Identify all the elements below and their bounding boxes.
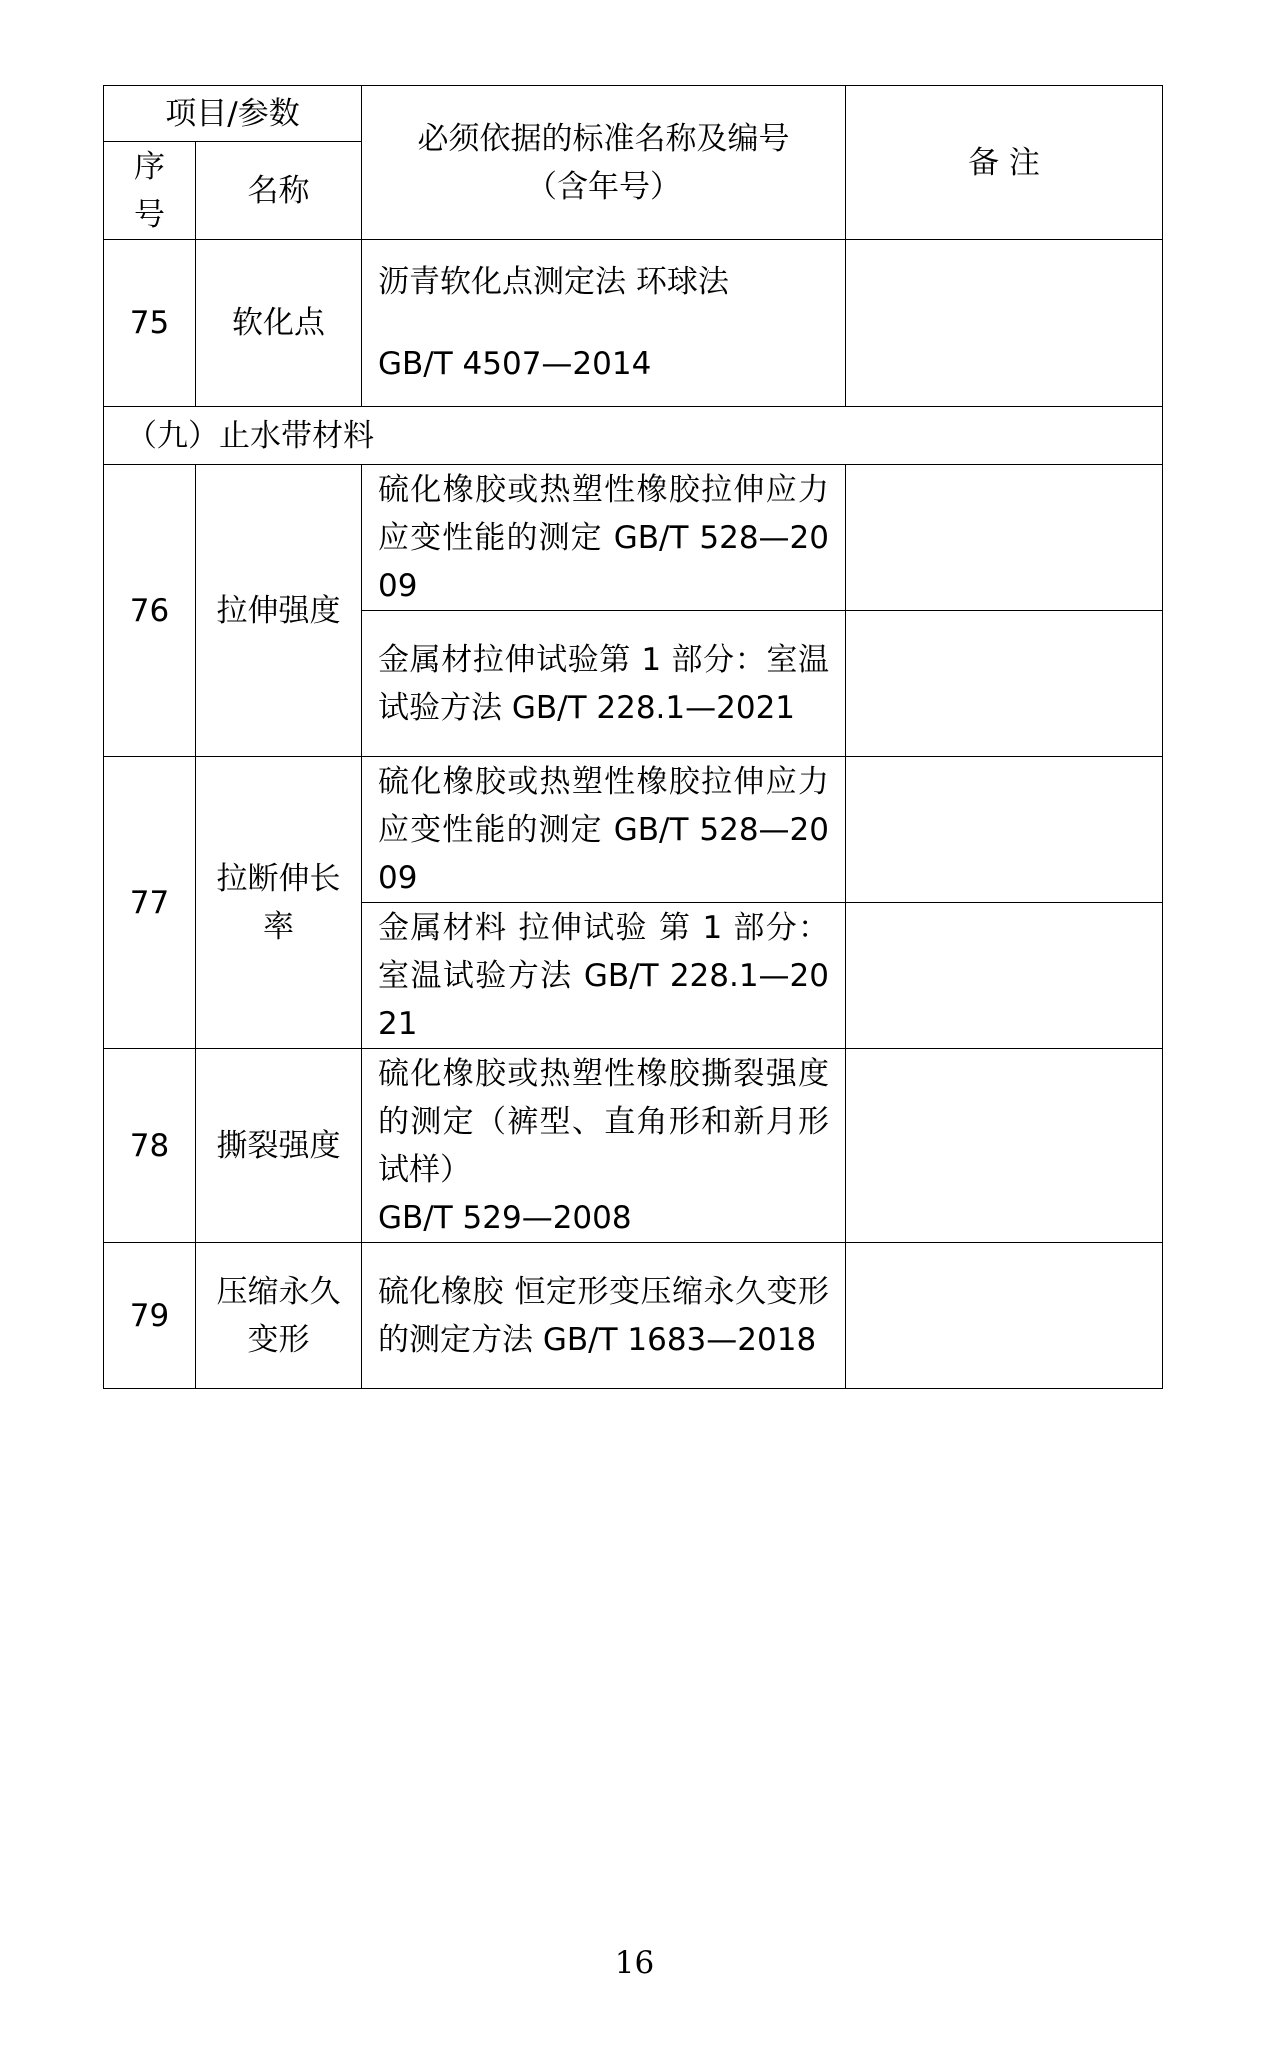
row-name: 拉断伸长率 bbox=[196, 757, 362, 1049]
header-item-param: 项目/参数 bbox=[104, 86, 362, 142]
row-remark bbox=[846, 465, 1163, 611]
row-remark bbox=[846, 903, 1163, 1049]
row-seq: 77 bbox=[104, 757, 196, 1049]
row-remark bbox=[846, 240, 1163, 407]
row-standard: 硫化橡胶或热塑性橡胶拉伸应力应变性能的测定 GB/T 528—2009 bbox=[362, 757, 846, 903]
row-name: 软化点 bbox=[196, 240, 362, 407]
row-name: 压缩永久变形 bbox=[196, 1243, 362, 1389]
row-seq: 75 bbox=[104, 240, 196, 407]
row-seq: 78 bbox=[104, 1049, 196, 1243]
row-seq: 79 bbox=[104, 1243, 196, 1389]
row-standard: 金属材料 拉伸试验 第 1 部分：室温试验方法 GB/T 228.1—2021 bbox=[362, 903, 846, 1049]
standards-table bbox=[103, 85, 1163, 1389]
header-seq: 序号 bbox=[104, 142, 196, 240]
row-name: 撕裂强度 bbox=[196, 1049, 362, 1243]
row-remark bbox=[846, 757, 1163, 903]
row-standard: 硫化橡胶 恒定形变压缩永久变形的测定方法 GB/T 1683—2018 bbox=[362, 1243, 846, 1389]
section-heading: （九）止水带材料 bbox=[104, 407, 1163, 465]
row-name: 拉伸强度 bbox=[196, 465, 362, 757]
row-remark bbox=[846, 1049, 1163, 1243]
row-remark bbox=[846, 611, 1163, 757]
row-remark bbox=[846, 1243, 1163, 1389]
row-standard: 金属材拉伸试验第 1 部分：室温试验方法 GB/T 228.1—2021 bbox=[362, 611, 846, 757]
row-seq: 76 bbox=[104, 465, 196, 757]
row-standard: 硫化橡胶或热塑性橡胶撕裂强度的测定（裤型、直角形和新月形试样） GB/T 529—2008 bbox=[362, 1049, 846, 1243]
page-number: 16 bbox=[614, 1945, 655, 1981]
header-remark: 备 注 bbox=[846, 86, 1163, 240]
header-name: 名称 bbox=[196, 142, 362, 240]
row-standard: 沥青软化点测定法 环球法 GB/T 4507—2014 bbox=[362, 240, 846, 407]
row-standard: 硫化橡胶或热塑性橡胶拉伸应力应变性能的测定 GB/T 528—2009 bbox=[362, 465, 846, 611]
header-standard: 必须依据的标准名称及编号 （含年号） bbox=[362, 86, 846, 240]
